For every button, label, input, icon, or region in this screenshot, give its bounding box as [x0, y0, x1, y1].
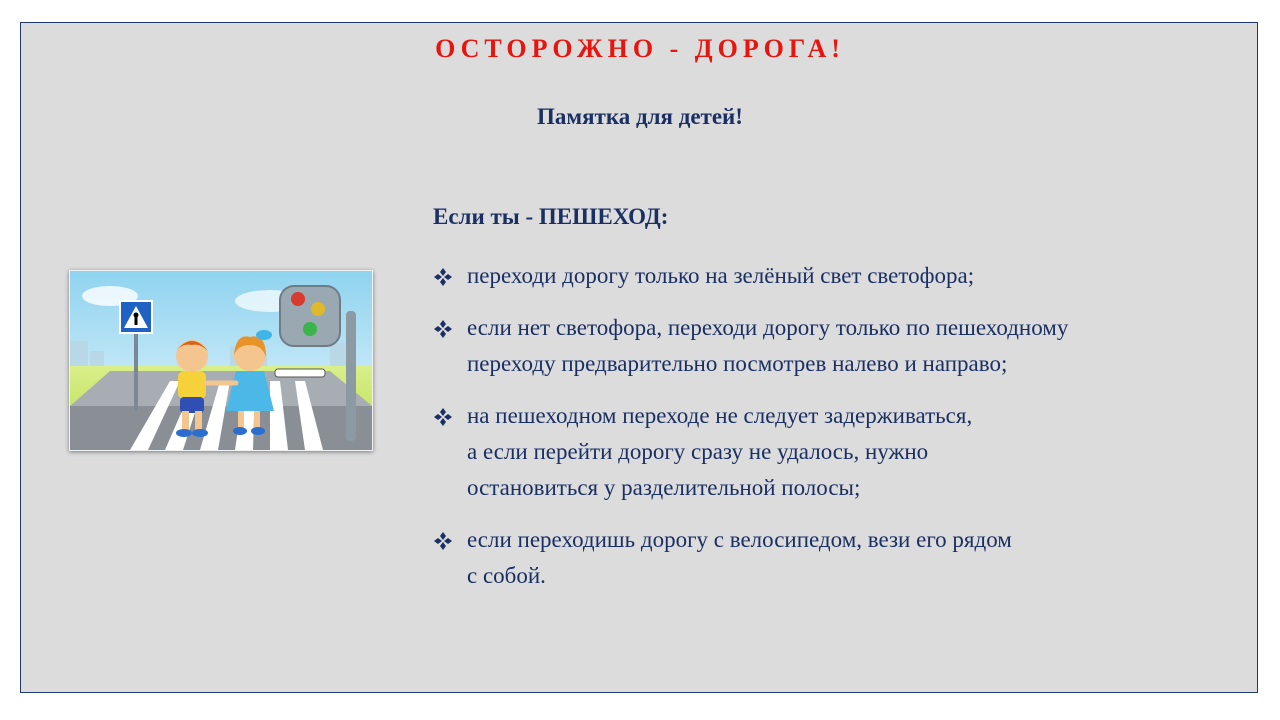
list-item [433, 398, 1233, 506]
illustration-art [70, 271, 372, 450]
rules-list [433, 258, 1233, 610]
slide-subtitle: Памятка для детей! [537, 104, 743, 129]
diamond-bullet-icon [433, 531, 453, 551]
pedestrian-heading: Если ты - ПЕШЕХОД: [433, 204, 669, 229]
rule-text: если нет светофора, переходи дорогу только по пешеходному переходу предварительно посмотрев налево и направо; [467, 315, 1069, 376]
slide-title: ОСТОРОЖНО - ДОРОГА! [435, 34, 845, 63]
list-item [433, 522, 1233, 594]
list-item [433, 258, 1233, 294]
diamond-bullet-icon [433, 267, 453, 287]
rule-text: если переходишь дорогу с велосипедом, вези его рядом с собой. [467, 527, 1012, 588]
children-crosswalk-illustration [69, 270, 373, 451]
diamond-bullet-icon [433, 407, 453, 427]
list-item [433, 310, 1233, 382]
rule-text: на пешеходном переходе не следует задерживаться, а если перейти дорогу сразу не удалось, нужно остановиться у разделительной полосы; [467, 403, 973, 500]
rule-text: переходи дорогу только на зелёный свет светофора; [467, 263, 975, 288]
diamond-bullet-icon [433, 319, 453, 339]
